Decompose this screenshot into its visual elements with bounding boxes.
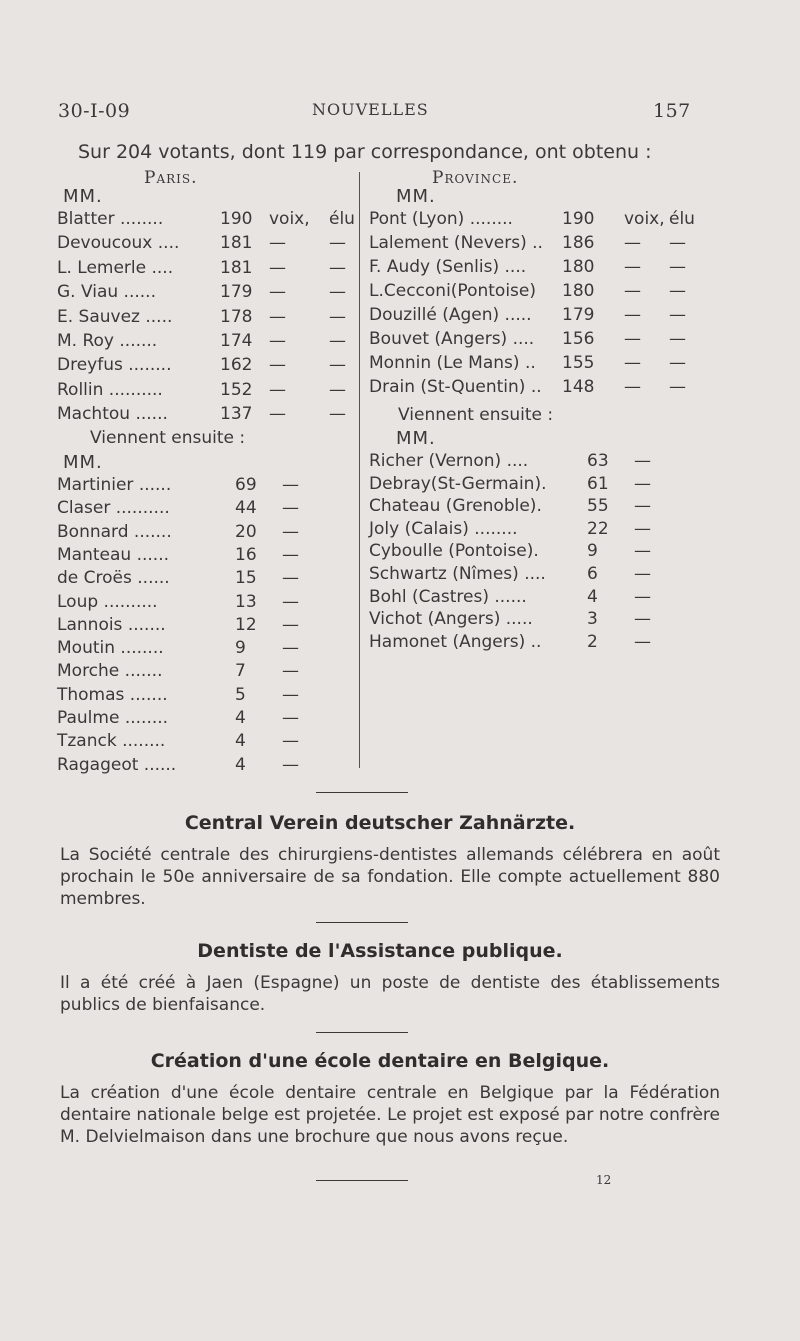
vote-count: 7: [235, 661, 246, 682]
candidate-name: L. Lemerle ....: [57, 257, 174, 278]
section-rule-1: [316, 792, 408, 793]
election-result: —: [329, 233, 346, 254]
paris-elected-row: [57, 232, 357, 254]
vote-unit: —: [634, 631, 651, 652]
vote-unit: —: [269, 282, 286, 303]
vote-count: 12: [235, 614, 257, 635]
election-result: —: [329, 282, 346, 303]
vote-count: 148: [562, 377, 595, 397]
paris-elected-row: [57, 330, 357, 352]
candidate-name: Vichot (Angers) .....: [369, 609, 533, 630]
province-other-row: [369, 450, 699, 472]
vote-unit: —: [634, 586, 651, 607]
section-rule-2: [316, 922, 408, 923]
candidate-name: Tzanck ........: [57, 731, 166, 752]
vote-count: 20: [235, 521, 257, 542]
paris-other-row: [57, 684, 357, 706]
paris-other-row: [57, 567, 357, 589]
candidate-name: Lalement (Nevers) ..: [369, 233, 543, 253]
candidate-name: Richer (Vernon) ....: [369, 451, 529, 471]
candidate-name: F. Audy (Senlis) ....: [369, 257, 527, 277]
province-other-row: [369, 631, 699, 653]
vote-unit: —: [269, 257, 286, 278]
candidate-name: Bonnard .......: [57, 521, 172, 542]
section-text-1: La Société centrale des chirurgiens-dentistes allemands célébrera en août prochain le 50e anniversaire de sa fondation. Elle compte actuellement 880 membres.: [60, 845, 720, 909]
vote-unit: —: [282, 661, 299, 682]
vote-unit: —: [282, 754, 299, 775]
province-other-row: [369, 608, 699, 630]
vote-count: 155: [562, 353, 595, 373]
candidate-name: Lannois .......: [57, 614, 166, 635]
header-date: 30-I-09: [58, 100, 131, 122]
candidate-name: Rollin ..........: [57, 379, 163, 400]
province-mm: MM.: [396, 186, 436, 207]
vote-count: 181: [220, 233, 253, 254]
vote-unit: —: [624, 233, 641, 253]
candidate-name: G. Viau ......: [57, 282, 156, 303]
candidate-name: Pont (Lyon) ........: [369, 209, 513, 229]
vote-count: 4: [235, 754, 246, 775]
vote-unit: —: [282, 684, 299, 705]
candidate-name: Debray(St-Germain).: [369, 473, 547, 494]
paris-elected-row: [57, 306, 357, 328]
province-heading: Province.: [432, 168, 519, 188]
vote-unit: —: [634, 473, 651, 494]
vote-count: 186: [562, 233, 595, 253]
paris-other-row: [57, 474, 357, 496]
vote-count: 190: [220, 209, 253, 229]
vote-unit: —: [624, 281, 641, 301]
paris-elected-row: [57, 379, 357, 401]
province-other-row: [369, 518, 699, 540]
vote-count: 4: [235, 731, 246, 752]
province-next-label: Viennent ensuite :: [398, 405, 554, 425]
vote-unit: —: [634, 518, 651, 539]
candidate-name: Dreyfus ........: [57, 355, 172, 376]
vote-count: 69: [235, 475, 257, 495]
section-text-2: Il a été créé à Jaen (Espagne) un poste de dentiste des établissements publics de bienfaisance.: [60, 973, 720, 1015]
election-result: élu: [669, 209, 695, 229]
vote-unit: —: [282, 568, 299, 589]
vote-count: 180: [562, 281, 595, 301]
candidate-name: Bouvet (Angers) ....: [369, 329, 535, 349]
candidate-name: Monnin (Le Mans) ..: [369, 353, 536, 373]
paris-elected-row: [57, 257, 357, 279]
folio-mark: 12: [596, 1173, 612, 1187]
vote-count: 180: [562, 257, 595, 277]
candidate-name: L.Cecconi(Pontoise): [369, 281, 536, 301]
province-other-row: [369, 540, 699, 562]
paris-heading: Paris.: [144, 168, 198, 188]
vote-count: 15: [235, 568, 257, 589]
paris-other-row: [57, 730, 357, 752]
section-title-3: Création d'une école dentaire en Belgique.: [150, 1050, 610, 1072]
vote-count: 190: [562, 209, 595, 229]
vote-unit: —: [269, 233, 286, 254]
candidate-name: Manteau ......: [57, 544, 170, 565]
candidate-name: Ragageot ......: [57, 754, 177, 775]
vote-unit: —: [282, 731, 299, 752]
paris-elected-row: [57, 281, 357, 303]
election-result: —: [669, 305, 686, 325]
vote-unit: —: [282, 614, 299, 635]
province-elected-row: [369, 280, 699, 302]
vote-unit: —: [634, 496, 651, 517]
section-title-2: Dentiste de l'Assistance publique.: [197, 940, 563, 962]
vote-count: 162: [220, 355, 253, 376]
vote-unit: —: [282, 591, 299, 612]
province-elected-row: [369, 232, 699, 254]
vote-unit: —: [269, 355, 286, 376]
vote-unit: —: [634, 451, 651, 471]
candidate-name: Machtou ......: [57, 404, 168, 425]
vote-count: 61: [587, 473, 609, 494]
vote-unit: voix,: [269, 209, 310, 229]
candidate-name: Drain (St-Quentin) ..: [369, 377, 542, 397]
vote-count: 44: [235, 498, 257, 519]
candidate-name: Morche .......: [57, 661, 163, 682]
election-result: —: [329, 306, 346, 327]
candidate-name: Bohl (Castres) ......: [369, 586, 527, 607]
vote-count: 137: [220, 404, 253, 425]
paris-mm: MM.: [63, 186, 103, 207]
paris-other-row: [57, 521, 357, 543]
vote-count: 6: [587, 564, 598, 584]
vote-count: 2: [587, 631, 598, 652]
vote-count: 22: [587, 518, 609, 539]
election-result: —: [329, 404, 346, 425]
vote-unit: voix,: [624, 209, 665, 229]
paris-other-row: [57, 707, 357, 729]
paris-elected-row: [57, 354, 357, 376]
election-result: —: [329, 331, 346, 351]
province-other-row: [369, 563, 699, 585]
vote-unit: —: [624, 305, 641, 325]
vote-count: 156: [562, 329, 595, 349]
header-title: NOUVELLES: [312, 100, 429, 119]
column-divider: [359, 172, 360, 768]
candidate-name: Thomas .......: [57, 684, 168, 705]
vote-unit: —: [282, 638, 299, 659]
vote-count: 55: [587, 496, 609, 517]
vote-count: 13: [235, 591, 257, 612]
paris-elected-row: [57, 403, 357, 425]
election-result: —: [669, 281, 686, 301]
candidate-name: de Croës ......: [57, 568, 170, 589]
candidate-name: Paulme ........: [57, 708, 169, 728]
paris-other-row: [57, 614, 357, 636]
vote-count: 9: [235, 638, 246, 659]
paris-other-row: [57, 591, 357, 613]
candidate-name: Claser ..........: [57, 498, 170, 519]
candidate-name: Cyboulle (Pontoise).: [369, 541, 539, 562]
paris-other-row: [57, 637, 357, 659]
election-result: —: [669, 257, 686, 277]
province-other-row: [369, 495, 699, 517]
paris-elected-row: [57, 208, 357, 230]
province-elected-row: [369, 256, 699, 278]
section-rule-4: [316, 1180, 408, 1181]
vote-count: 4: [235, 708, 246, 728]
candidate-name: E. Sauvez .....: [57, 306, 173, 327]
section-rule-3: [316, 1032, 408, 1033]
vote-unit: —: [624, 353, 641, 373]
election-result: —: [669, 329, 686, 349]
paris-mm-2: MM.: [63, 452, 103, 473]
province-other-row: [369, 473, 699, 495]
candidate-name: Moutin ........: [57, 638, 164, 659]
vote-count: 5: [235, 684, 246, 705]
candidate-name: M. Roy .......: [57, 331, 158, 351]
province-mm-2: MM.: [396, 428, 436, 449]
vote-count: 174: [220, 331, 253, 351]
election-result: —: [669, 353, 686, 373]
vote-unit: —: [282, 521, 299, 542]
vote-unit: —: [624, 377, 641, 397]
province-elected-row: [369, 376, 699, 398]
vote-unit: —: [634, 541, 651, 562]
election-result: élu: [329, 209, 355, 229]
section-text-3: La création d'une école dentaire centrale en Belgique par la Fédération dentaire nationale belge est projetée. Le projet est exposé par notre confrère M. Delvielmaison dans une brochure que nous avons reçue.: [60, 1083, 720, 1147]
paris-next-label: Viennent ensuite :: [90, 428, 246, 448]
page-number: 157: [653, 100, 691, 122]
vote-unit: —: [624, 257, 641, 277]
paris-other-row: [57, 497, 357, 519]
vote-unit: —: [269, 306, 286, 327]
election-result: —: [329, 257, 346, 278]
vote-unit: —: [282, 708, 299, 728]
province-elected-row: [369, 208, 699, 230]
candidate-name: Martinier ......: [57, 475, 172, 495]
province-elected-row: [369, 352, 699, 374]
vote-count: 178: [220, 306, 253, 327]
candidate-name: Hamonet (Angers) ..: [369, 631, 542, 652]
election-result: —: [669, 377, 686, 397]
province-elected-row: [369, 304, 699, 326]
vote-unit: —: [282, 475, 299, 495]
vote-count: 152: [220, 379, 253, 400]
candidate-name: Devoucoux ....: [57, 233, 180, 254]
paris-other-row: [57, 754, 357, 776]
vote-unit: —: [269, 379, 286, 400]
province-other-row: [369, 586, 699, 608]
vote-count: 3: [587, 609, 598, 630]
province-elected-row: [369, 328, 699, 350]
vote-unit: —: [269, 331, 286, 351]
candidate-name: Schwartz (Nîmes) ....: [369, 564, 546, 584]
vote-unit: —: [624, 329, 641, 349]
vote-count: 4: [587, 586, 598, 607]
paris-other-row: [57, 660, 357, 682]
intro-line: Sur 204 votants, dont 119 par correspondance, ont obtenu :: [78, 141, 652, 163]
paris-other-row: [57, 544, 357, 566]
vote-unit: —: [282, 544, 299, 565]
vote-unit: —: [269, 404, 286, 425]
vote-count: 179: [562, 305, 595, 325]
vote-count: 9: [587, 541, 598, 562]
candidate-name: Blatter ........: [57, 209, 164, 229]
vote-count: 16: [235, 544, 257, 565]
candidate-name: Chateau (Grenoble).: [369, 496, 542, 517]
vote-unit: —: [634, 609, 651, 630]
candidate-name: Douzillé (Agen) .....: [369, 305, 532, 325]
vote-count: 63: [587, 451, 609, 471]
section-title-1: Central Verein deutscher Zahnärzte.: [184, 812, 576, 834]
election-result: —: [329, 379, 346, 400]
vote-unit: —: [634, 564, 651, 584]
election-result: —: [669, 233, 686, 253]
election-result: —: [329, 355, 346, 376]
vote-count: 179: [220, 282, 253, 303]
candidate-name: Joly (Calais) ........: [369, 518, 518, 539]
vote-unit: —: [282, 498, 299, 519]
candidate-name: Loup ..........: [57, 591, 158, 612]
vote-count: 181: [220, 257, 253, 278]
